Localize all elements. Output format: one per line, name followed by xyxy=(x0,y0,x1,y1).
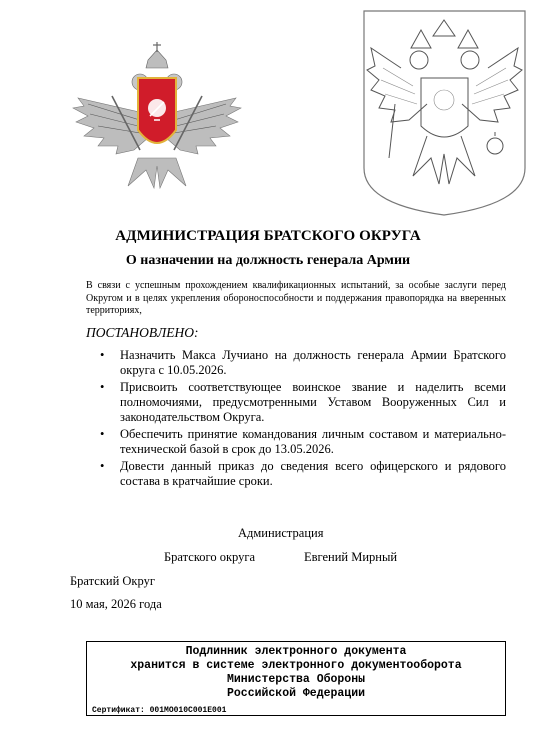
bullet-icon: • xyxy=(100,427,105,441)
bullet-icon: • xyxy=(100,380,105,394)
stamp-line: Российской Федерации xyxy=(226,687,366,700)
bullet-icon: • xyxy=(100,459,105,473)
document-date: 10 мая, 2026 года xyxy=(70,597,162,611)
stamp-line: хранится в системе электронного документооборота xyxy=(130,659,462,672)
stamp-certificate: Сертификат: 001МО010С001Е001 xyxy=(92,706,227,715)
list-item-text: Присвоить соответствующее воинское звание и наделить всеми полномочиями, предусмотренными Уставом Вооруженных Сил и законодательством Округа. xyxy=(120,380,506,424)
electronic-stamp xyxy=(86,641,506,716)
document-subtitle: О назначении на должность генерала Армии xyxy=(125,253,411,268)
stamp-line: Министерства Обороны xyxy=(226,673,366,686)
list-item xyxy=(86,380,506,425)
russian-coat-of-arms-icon xyxy=(361,8,528,218)
bullet-icon: • xyxy=(100,348,105,362)
list-item xyxy=(86,459,506,489)
intro-paragraph: В связи с успешным прохождением квалификационных испытаний, за особые заслуги перед Округом и в целях укрепления обороноспособности и поддержания правопорядка на вверенных территориях, xyxy=(86,280,506,316)
list-item xyxy=(86,348,506,378)
page-title: АДМИНИСТРАЦИЯ БРАТСКОГО ОКРУГА xyxy=(115,228,421,244)
signature-admin: Администрация xyxy=(238,526,324,540)
decree-label: ПОСТАНОВЛЕНО: xyxy=(86,325,199,340)
list-item xyxy=(86,427,506,457)
stamp-line: Подлинник электронного документа xyxy=(185,645,407,658)
list-item-text: Назначить Макса Лучиано на должность генерала Армии Братского округа с 10.05.2026. xyxy=(120,348,506,377)
document-place: Братский Округ xyxy=(70,574,155,588)
defense-ministry-emblem-icon xyxy=(68,38,246,194)
signatory-name: Евгений Мирный xyxy=(304,550,398,564)
list-item-text: Обеспечить принятие командования личным составом и материально-технической базой в срок до 13.05.2026. xyxy=(120,427,506,456)
signature-district: Братского округа xyxy=(164,550,256,564)
decree-items-list xyxy=(86,348,506,491)
list-item-text: Довести данный приказ до сведения всего офицерского и рядового состава в кратчайшие сроки. xyxy=(120,459,506,488)
